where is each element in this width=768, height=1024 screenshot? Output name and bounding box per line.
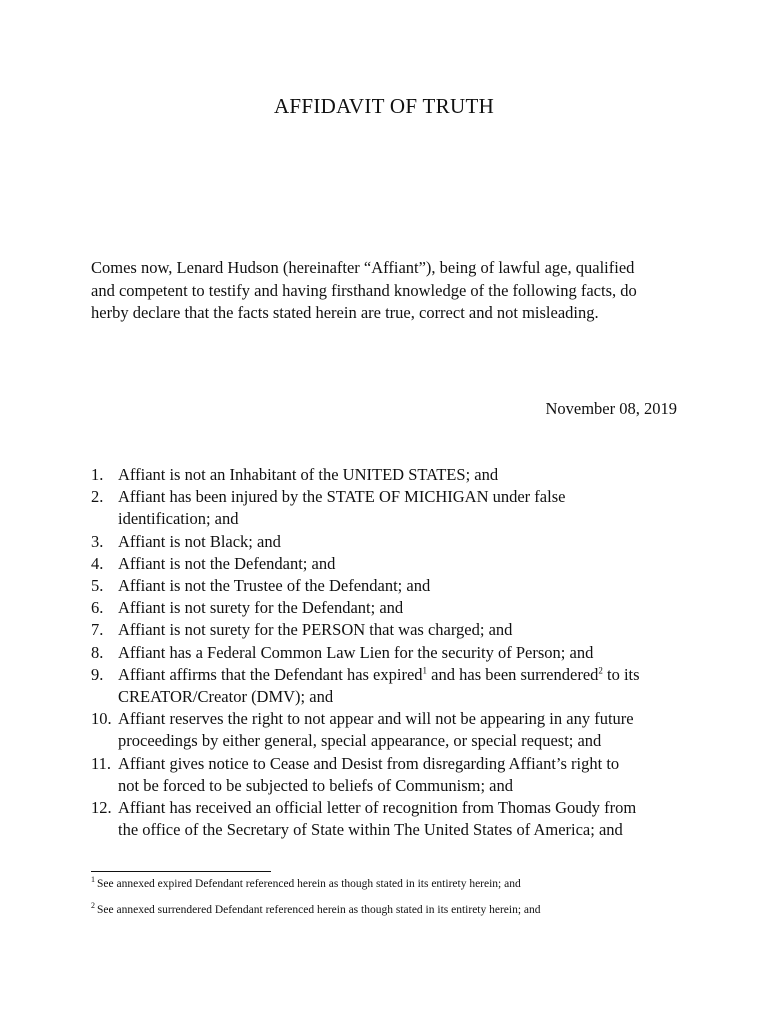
item-number: 12. xyxy=(91,798,112,818)
list-item xyxy=(91,797,691,841)
item-text: Affiant is not the Trustee of the Defendant; and xyxy=(118,576,431,596)
list-item xyxy=(91,642,691,664)
footnote-1 xyxy=(91,875,521,890)
footnote-mark: 2 xyxy=(91,901,95,911)
intro-line: herby declare that the facts stated herein are true, correct and not misleading. xyxy=(91,303,599,322)
document-title: AFFIDAVIT OF TRUTH xyxy=(273,94,495,118)
item-number: 1. xyxy=(91,465,104,484)
item-number: 7. xyxy=(91,620,104,640)
item-number: 3. xyxy=(91,531,104,551)
item-number: 8. xyxy=(91,642,104,662)
list-item xyxy=(91,619,691,641)
item-number: 4. xyxy=(91,553,104,573)
footnote-ref-1[interactable]: 1 xyxy=(422,665,428,676)
item-number: 11. xyxy=(91,753,112,773)
intro-paragraph xyxy=(91,257,691,325)
item-text: Affiant gives notice to Cease and Desist from disregarding Affiant’s right to xyxy=(118,753,620,773)
item-text: the office of the Secretary of State within The United States of America; and xyxy=(118,820,623,840)
item-text: Affiant is not Black; and xyxy=(118,531,281,551)
item-number: 2. xyxy=(91,487,104,507)
item-text: identification; and xyxy=(118,509,239,529)
item-text: Affiant is not an Inhabitant of the UNITED STATES; and xyxy=(118,465,499,484)
item-number: 9. xyxy=(91,664,104,684)
list-item xyxy=(91,664,691,708)
footnote-divider xyxy=(91,871,271,872)
document-date: November 08, 2019 xyxy=(545,399,677,418)
item-text: Affiant reserves the right to not appear and will not be appearing in any future xyxy=(118,709,634,729)
list-item xyxy=(91,531,691,553)
item-text: Affiant is not surety for the PERSON that was charged; and xyxy=(118,620,513,640)
affirmations-list xyxy=(91,464,691,841)
item-text-part: to its xyxy=(602,664,640,684)
list-item xyxy=(91,708,691,752)
item-text-part: Affiant affirms that the Defendant has expired xyxy=(118,664,423,684)
item-text: Affiant has received an official letter of recognition from Thomas Goudy from xyxy=(118,798,637,818)
list-item xyxy=(91,575,691,597)
item-text-part: and has been surrendered xyxy=(427,664,599,684)
item-text: not be forced to be subjected to beliefs of Communism; and xyxy=(118,775,513,795)
footnote-ref-2[interactable]: 2 xyxy=(598,665,603,676)
intro-line: and competent to testify and having firsthand knowledge of the following facts, do xyxy=(91,280,637,300)
list-item xyxy=(91,464,691,486)
list-item xyxy=(91,753,691,797)
footnote-text: See annexed surrendered Defendant referenced herein as though stated in its entirety herein; and xyxy=(97,904,541,916)
item-text xyxy=(118,664,691,686)
item-number: 10. xyxy=(91,709,112,729)
footnote-2 xyxy=(91,901,541,916)
item-text: Affiant is not the Defendant; and xyxy=(118,553,336,573)
item-number: 6. xyxy=(91,598,104,618)
item-text: proceedings by either general, special appearance, or special request; and xyxy=(118,731,602,751)
intro-line: Comes now, Lenard Hudson (hereinafter “Affiant”), being of lawful age, qualified xyxy=(91,258,635,277)
item-text: Affiant has been injured by the STATE OF MICHIGAN under false xyxy=(118,487,566,507)
item-text: Affiant is not surety for the Defendant; and xyxy=(118,598,404,618)
footnote-text: See annexed expired Defendant referenced herein as though stated in its entirety herein; and xyxy=(97,878,521,890)
item-text: Affiant has a Federal Common Law Lien for the security of Person; and xyxy=(118,642,594,662)
list-item xyxy=(91,486,691,530)
footnote-mark: 1 xyxy=(91,875,95,885)
list-item xyxy=(91,553,691,575)
list-item xyxy=(91,597,691,619)
item-number: 5. xyxy=(91,576,104,596)
item-text: CREATOR/Creator (DMV); and xyxy=(118,687,334,707)
